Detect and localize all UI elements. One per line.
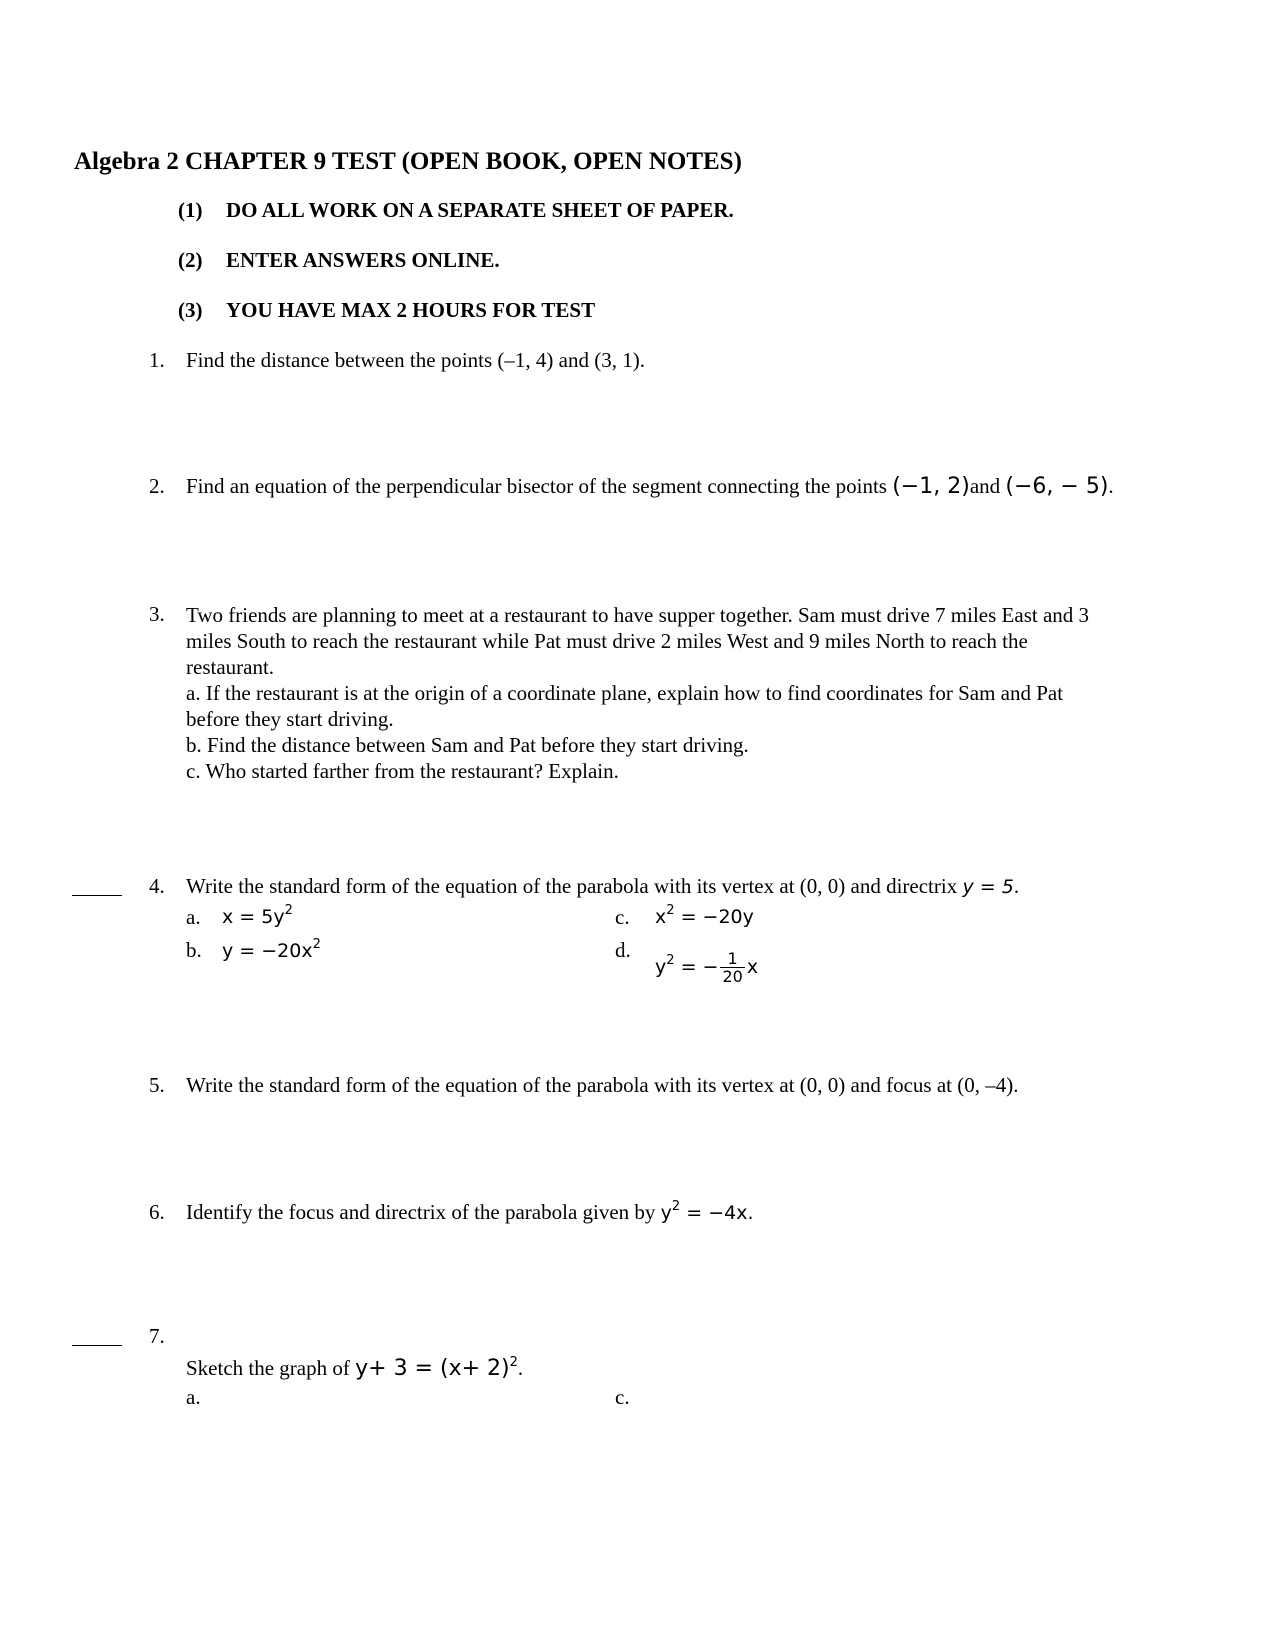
choice-d-label: d. bbox=[615, 938, 631, 962]
question-6-variable: y bbox=[660, 1202, 672, 1224]
question-6-prompt: Identify the focus and directrix of the parabola given by bbox=[186, 1200, 656, 1224]
page-title: Algebra 2 CHAPTER 9 TEST (OPEN BOOK, OPEN NOTES) bbox=[74, 148, 742, 175]
choice-d-variable: y bbox=[655, 956, 667, 978]
question-2-period: . bbox=[1108, 474, 1114, 498]
choice-d-exponent: 2 bbox=[666, 953, 675, 968]
choice-c-equation bbox=[655, 903, 754, 928]
question-7-prompt: Sketch the graph of bbox=[186, 1356, 350, 1380]
question-4-prompt: Write the standard form of the equation of the parabola with its vertex at (0, 0) and directrix bbox=[186, 874, 958, 898]
choice-b-equation bbox=[222, 937, 321, 962]
question-7-number: 7. bbox=[149, 1324, 165, 1348]
question-5-text: Write the standard form of the equation of the parabola with its vertex at (0, 0) and focus at (0, –4). bbox=[186, 1073, 1019, 1097]
question-7-period: . bbox=[517, 1356, 524, 1380]
choice-c-label: c. bbox=[615, 905, 630, 929]
question-3-line: miles South to reach the restaurant while Pat must drive 2 miles West and 9 miles North to reach the bbox=[186, 629, 1028, 653]
choice-a-expression: x = 5y bbox=[222, 906, 285, 928]
question-6-text bbox=[186, 1200, 754, 1225]
choice-d-equals: = − bbox=[674, 956, 719, 978]
choice-a-equation bbox=[222, 903, 293, 928]
question-2-and: and bbox=[969, 474, 1001, 498]
question-3-part-a: a. If the restaurant is at the origin of a coordinate plane, explain how to find coordinates for Sam and Pat bbox=[186, 681, 1064, 705]
choice-a-exponent: 2 bbox=[284, 903, 293, 918]
answer-blank-7[interactable] bbox=[72, 1345, 122, 1346]
question-7-text bbox=[186, 1356, 523, 1381]
choice-c-exponent: 2 bbox=[666, 903, 675, 918]
choice-b-exponent: 2 bbox=[312, 937, 321, 952]
question-7-exponent: 2 bbox=[509, 1355, 518, 1370]
question-2-text bbox=[186, 474, 1114, 499]
choice-a-label: a. bbox=[186, 905, 201, 929]
question-2-prompt: Find an equation of the perpendicular bisector of the segment connecting the points bbox=[186, 474, 887, 498]
instruction-num-1: (1) bbox=[178, 198, 203, 222]
question-7-choice-c-label: c. bbox=[615, 1385, 630, 1409]
question-3-body bbox=[186, 602, 1186, 784]
question-6-number: 6. bbox=[149, 1200, 165, 1224]
question-4-text bbox=[186, 874, 1019, 899]
question-6-rhs: = −4x. bbox=[680, 1202, 754, 1224]
question-3-line: restaurant. bbox=[186, 655, 275, 679]
question-2-point-2: (−6, − 5) bbox=[1005, 474, 1109, 499]
question-7-expression: y+ 3 = (x+ 2) bbox=[355, 1356, 510, 1381]
answer-blank-4[interactable] bbox=[72, 895, 122, 896]
question-3-line: Two friends are planning to meet at a restaurant to have supper together. Sam must drive 7 miles East and 3 bbox=[186, 603, 1090, 627]
choice-d-x: x bbox=[746, 956, 759, 978]
choice-c-variable: x bbox=[655, 906, 667, 928]
choice-c-rhs: = −20y bbox=[674, 906, 754, 928]
question-6-exponent: 2 bbox=[671, 1199, 681, 1214]
question-4-period: . bbox=[1013, 874, 1020, 898]
question-2-point-1: (−1, 2) bbox=[892, 474, 970, 499]
instruction-text-3: YOU HAVE MAX 2 HOURS FOR TEST bbox=[226, 298, 596, 322]
question-7-equation bbox=[355, 1356, 518, 1381]
fraction-denominator: 20 bbox=[722, 967, 743, 986]
question-2-number: 2. bbox=[149, 474, 165, 498]
question-3-part-b: b. Find the distance between Sam and Pat before they start driving. bbox=[186, 733, 749, 757]
question-3-number: 3. bbox=[149, 602, 165, 626]
question-4-number: 4. bbox=[149, 874, 165, 898]
instruction-num-2: (2) bbox=[178, 248, 203, 272]
question-1-number: 1. bbox=[149, 348, 165, 372]
question-6-equation bbox=[660, 1199, 754, 1224]
fraction-numerator: 1 bbox=[720, 950, 744, 968]
question-5-number: 5. bbox=[149, 1073, 165, 1097]
question-1-text: Find the distance between the points (–1, 4) and (3, 1). bbox=[186, 348, 645, 372]
question-4-directrix: y = 5 bbox=[962, 876, 1014, 898]
instruction-num-3: (3) bbox=[178, 298, 203, 322]
choice-b-label: b. bbox=[186, 938, 202, 962]
question-3-line: before they start driving. bbox=[186, 707, 394, 731]
instruction-text-2: ENTER ANSWERS ONLINE. bbox=[226, 248, 500, 272]
choice-b-expression: y = −20x bbox=[222, 940, 313, 962]
choice-d-equation bbox=[655, 950, 758, 985]
question-3-part-c: c. Who started farther from the restaurant? Explain. bbox=[186, 759, 619, 783]
instruction-text-1: DO ALL WORK ON A SEPARATE SHEET OF PAPER. bbox=[226, 198, 734, 222]
question-7-choice-a-label: a. bbox=[186, 1385, 201, 1409]
choice-d-fraction bbox=[720, 950, 744, 985]
